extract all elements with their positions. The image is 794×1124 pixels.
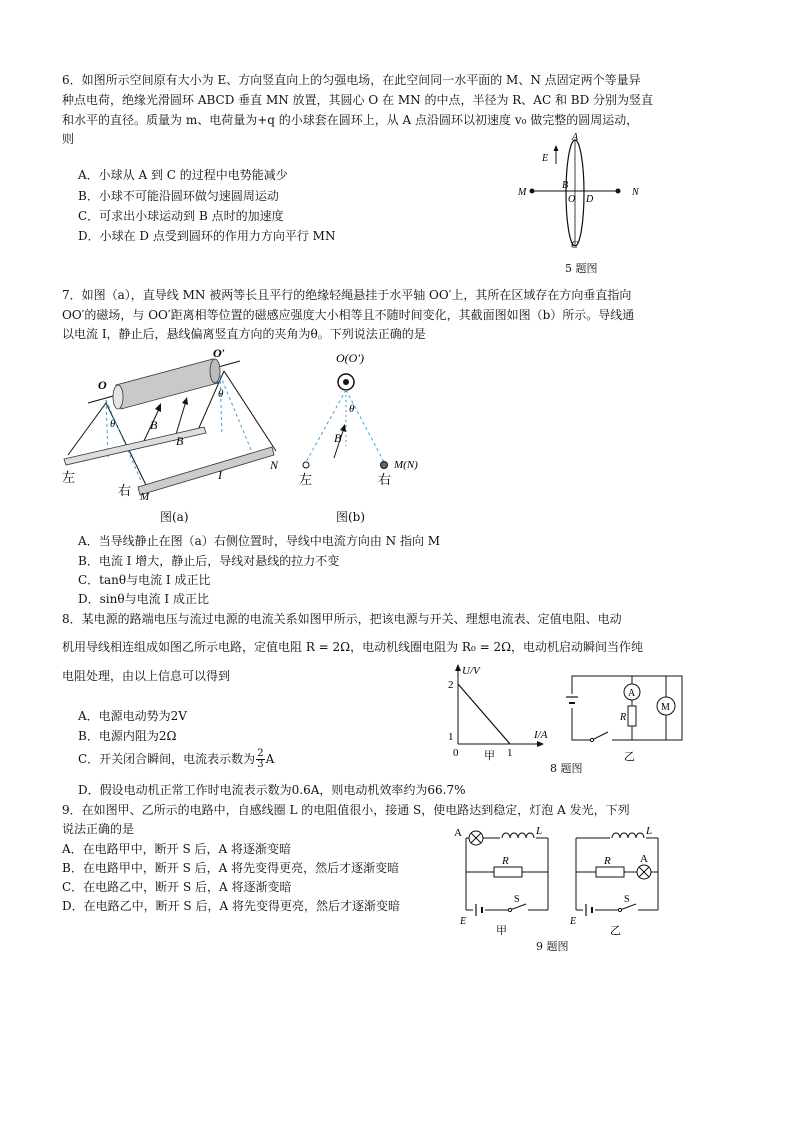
- label-b: B: [334, 431, 342, 445]
- label-d: D: [586, 194, 594, 205]
- fraction-numerator: 2: [257, 748, 264, 759]
- resistor-r: [596, 867, 624, 877]
- graph-name: 甲: [484, 750, 495, 762]
- lamp-label: A: [640, 853, 648, 865]
- fraction: [256, 749, 264, 770]
- q9-line-1: 9．在如图甲、乙所示的电路中，自感线圈 L 的电阻值很小，接通 S，使电路达到稳定，灯泡 A 发光，下列: [62, 803, 630, 817]
- dashed-thread-right: [346, 390, 384, 462]
- dashed-vertical-right: [220, 375, 222, 435]
- frame-right-2: [224, 371, 276, 451]
- q6-line-2: 种点电荷，绝缘光滑圆环 ABCD 垂直 MN 放置，其圆心 O 在 MN 的中点，半径为 R、AC 和 BD 分别为竖直: [62, 93, 654, 107]
- label-top: O(O′): [336, 351, 364, 365]
- q8-line-3: 电阻处理，由以上信息可以得到: [62, 669, 231, 683]
- label-left: 左: [299, 472, 313, 487]
- n-charge-dot: [616, 189, 621, 194]
- q9-option-c: C．在电路乙中，断开 S 后，A 将逐渐变暗: [62, 880, 292, 894]
- circuit-name: 乙: [624, 751, 635, 763]
- q6-option-c: C．可求出小球运动到 B 点时的加速度: [78, 209, 284, 223]
- inductor-label: L: [536, 825, 543, 837]
- q8-line-1: 8．某电源的路端电压与流过电源的电流关系如图甲所示，把该电源与开关、理想电流表、定值电阻、电动: [62, 612, 622, 626]
- q7-figure-b: [294, 350, 418, 500]
- label-left: 左: [62, 470, 76, 485]
- frame-left-1: [68, 403, 106, 455]
- u-i-line: [458, 684, 510, 744]
- wire-mn: [138, 447, 274, 495]
- label-m: M: [518, 187, 527, 198]
- q8-graph: [442, 662, 562, 762]
- switch-pivot: [508, 908, 511, 911]
- tick-y-2: 2: [448, 679, 454, 691]
- q7-figure-a: [58, 345, 298, 515]
- b-arrowhead-2: [182, 397, 188, 405]
- dashed-thread-left: [306, 390, 346, 462]
- q9-option-d: D．在电路乙中，断开 S 后，A 将先变得更亮，然后才逐渐变暗: [62, 899, 400, 913]
- q9-caption: 9 题图: [536, 940, 569, 953]
- q8-option-b: B．电源内阻为2Ω: [78, 729, 177, 743]
- label-o: O: [568, 194, 576, 205]
- q7-option-d: D．sinθ与电流 I 成正比: [78, 592, 209, 606]
- q7-fig-a-caption: 图(a): [160, 510, 189, 524]
- battery-gap: [473, 904, 485, 916]
- x-axis-arrow: [537, 741, 544, 747]
- switch-label: S: [624, 894, 630, 905]
- label-m: M: [140, 491, 150, 503]
- q8-option-a: A．电源电动势为2V: [78, 709, 187, 723]
- rod-back: [64, 427, 206, 465]
- tick-y-1: 1: [448, 731, 454, 743]
- wire-left-dot: [303, 462, 309, 468]
- q7-option-c: C．tanθ与电流 I 成正比: [78, 573, 211, 587]
- fraction-denominator: 3: [257, 759, 264, 770]
- y-axis-arrow: [455, 664, 461, 671]
- q6-line-3: 和水平的直径。质量为 m、电荷量为+q 的小球套在圆环上，从 A 点沿圆环以初速度 v₀ 做完整的圆周运动，: [62, 113, 639, 127]
- tick-x-1: 1: [507, 747, 513, 759]
- q6-line-4: 则: [62, 132, 75, 146]
- axis-cylinder: [116, 359, 218, 409]
- q9-option-a: A．在电路甲中，断开 S 后，A 将逐渐变暗: [62, 842, 291, 856]
- emf-label: E: [460, 916, 467, 927]
- circuit-name-jia: 甲: [496, 925, 507, 937]
- q8-line-2: 机用导线相连组成如图乙所示电路，定值电阻 R = 2Ω，电动机线圈电阻为 R₀ = 2Ω，电动机启动瞬间当作纯: [62, 640, 644, 654]
- m-charge-dot: [530, 189, 535, 194]
- label-b-2: B: [176, 434, 184, 448]
- q6-option-a: A．小球从 A 到 C 的过程中电势能减少: [78, 168, 288, 182]
- switch-label: S: [514, 894, 520, 905]
- q8-option-c-text: C．开关闭合瞬间，电流表示数为: [78, 752, 256, 766]
- circuit-jia: [454, 825, 548, 937]
- q6-option-d: D．小球在 D 点受到圆环的作用力方向平行 MN: [78, 229, 336, 243]
- q7-line-3: 以电流 I，静止后，悬线偏离竖直方向的夹角为θ。下列说法正确的是: [62, 327, 426, 341]
- cylinder-end-left: [113, 385, 123, 409]
- circuit-name-yi: 乙: [610, 925, 621, 937]
- resistor-label: R: [604, 855, 611, 867]
- battery-gap: [583, 904, 595, 916]
- e-arrowhead: [554, 145, 559, 151]
- motor-label: M: [661, 702, 670, 713]
- label-o-prime: O′: [213, 346, 226, 360]
- q7-option-b: B．电流 I 增大，静止后，导线对悬线的拉力不变: [78, 554, 340, 568]
- label-c: C: [571, 240, 578, 251]
- cylinder-end-right: [210, 359, 220, 383]
- q7-line-1: 7．如图（a），直导线 MN 被两等长且平行的绝缘轻绳悬挂于水平轴 OO′上，其所在区域存在方向垂直指向: [62, 288, 632, 302]
- q7-option-a: A．当导线静止在图（a）右侧位置时，导线中电流方向由 N 指向 M: [78, 534, 441, 548]
- q6-option-b: B．小球不可能沿圆环做匀速圆周运动: [78, 189, 279, 203]
- q8-caption: 8 题图: [550, 762, 583, 775]
- switch-pivot: [618, 908, 621, 911]
- resistor-label: R: [620, 712, 627, 723]
- resistor-label: R: [502, 855, 509, 867]
- label-i: I: [218, 468, 222, 482]
- inductor-label: L: [646, 825, 653, 837]
- q8-option-d: D．假设电动机正常工作时电流表示数为0.6A，则电动机效率约为66.7%: [78, 783, 466, 797]
- resistor-r: [494, 867, 522, 877]
- q9-option-b: B．在电路甲中，断开 S 后，A 将先变得更亮，然后才逐渐变暗: [62, 861, 400, 875]
- q8-circuit: [562, 668, 692, 768]
- switch-pivot: [590, 738, 593, 741]
- q9-circuits: [446, 822, 678, 937]
- resistor-r: [628, 706, 636, 726]
- label-theta-left: θ: [110, 418, 116, 430]
- dashed-thread-left: [106, 400, 142, 483]
- label-theta: θ: [349, 403, 355, 415]
- label-right: 右: [118, 483, 132, 498]
- x-axis-label: I/A: [534, 729, 548, 741]
- emf-label: E: [570, 916, 577, 927]
- label-o: O: [98, 378, 107, 392]
- label-a: A: [572, 132, 579, 143]
- q9-line-2: 说法正确的是: [62, 822, 135, 836]
- dashed-vertical-left: [106, 400, 108, 457]
- tick-x-0: 0: [453, 747, 459, 759]
- dashed-thread-right: [220, 375, 254, 457]
- y-axis-label: U/V: [462, 665, 480, 677]
- q8-option-c: [78, 749, 274, 770]
- label-n: N: [270, 458, 279, 472]
- battery-gap: [568, 694, 576, 708]
- q6-line-1: 6．如图所示空间原有大小为 E、方向竖直向上的匀强电场，在此空间同一水平面的 M、N 点固定两个等量异: [62, 73, 641, 87]
- label-b: B: [562, 180, 569, 191]
- q6-caption: 5 题图: [565, 262, 598, 275]
- wire-right-dot: [381, 462, 388, 469]
- q7-fig-b-caption: 图(b): [336, 510, 366, 524]
- label-n: N: [632, 187, 639, 198]
- circuit-yi: [569, 825, 658, 937]
- label-theta-right: θ: [218, 388, 224, 400]
- axis-center-dot: [343, 379, 349, 385]
- label-mn: M(N): [394, 459, 418, 471]
- label-e: E: [542, 153, 549, 164]
- label-b-1: B: [150, 418, 158, 432]
- q8-option-c-unit: A: [265, 752, 275, 766]
- q7-line-2: OO′的磁场，与 OO′距离相等位置的磁感应强度大小相等且不随时间变化，其截面图如图（b）所示。导线通: [62, 308, 635, 322]
- q6-figure: [510, 128, 660, 278]
- label-right: 右: [378, 472, 392, 487]
- lamp-label: A: [454, 827, 462, 839]
- ammeter-label: A: [628, 688, 636, 699]
